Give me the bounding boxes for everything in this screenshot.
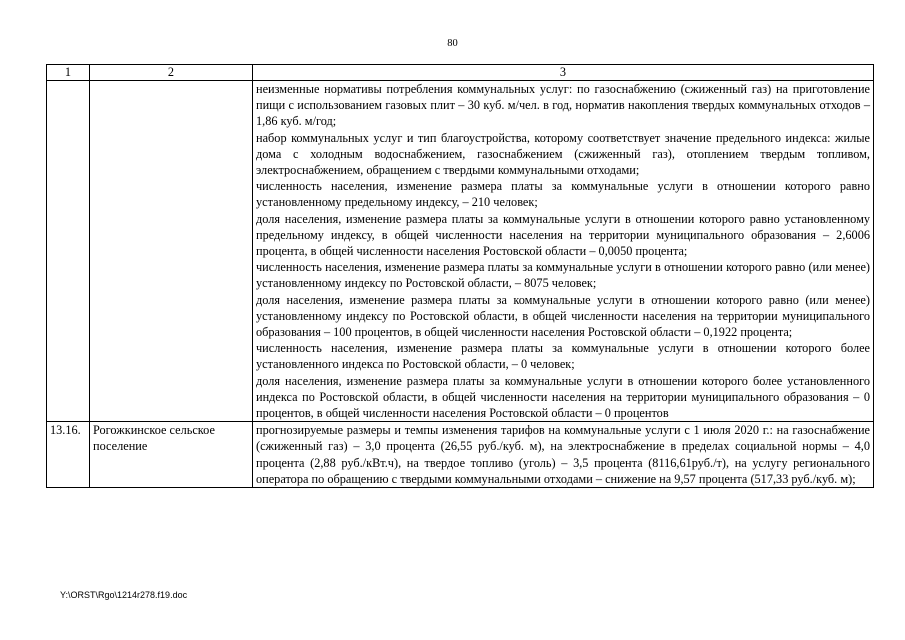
- settlement-name-cell: Рогожкинское сельское поселение: [90, 422, 253, 488]
- paragraph: численность населения, изменение размера платы за коммунальные услуги в отношении которого более установленного индекса по Ростовской области, – 0 человек;: [256, 341, 870, 372]
- paragraph: набор коммунальных услуг и тип благоустройства, которому соответствует значение предельного индекса: жилые дома с холодным водоснабжением, газоснабжением (сжиженный газ), отоплением твердым топливом, электроснабжением, обращением с твердыми коммунальными отходами;: [256, 130, 870, 178]
- paragraph: неизменные нормативы потребления коммунальных услуг: по газоснабжению (сжиженный газ) на приготовление пищи с использованием газовых плит – 30 куб. м/чел. в год, норматив накопления твердых коммунальных отходов – 1,86 куб. м/год;: [256, 82, 870, 129]
- row-number-cell: 13.16.: [47, 422, 90, 488]
- settlement-name-cell: [90, 81, 253, 422]
- table-row: [47, 81, 874, 422]
- description-cell: [253, 422, 874, 488]
- row-number-cell: [47, 81, 90, 422]
- column-header-2: 2: [90, 65, 253, 81]
- tariff-table: [46, 64, 874, 488]
- table-row: [47, 422, 874, 488]
- column-header-1: 1: [47, 65, 90, 81]
- table-header-row: [47, 65, 874, 81]
- page-number: 80: [447, 38, 458, 49]
- paragraph: численность населения, изменение размера платы за коммунальные услуги в отношении которого равно (или менее) установленному индексу по Ростовской области, – 8075 человек;: [256, 260, 870, 291]
- paragraph: численность населения, изменение размера платы за коммунальные услуги в отношении которого равно установленному предельному индексу, – 210 человек;: [256, 179, 870, 210]
- file-path-footer: Y:\ORST\Rgo\1214r278.f19.doc: [60, 590, 188, 600]
- description-cell: [253, 81, 874, 422]
- paragraph: доля населения, изменение размера платы за коммунальные услуги в отношении которого равно (или менее) установленному индексу по Ростовской области, в общей численности населения на территории муниципального образования – 100 процентов, в общей численности населения Ростовской области – 0,1922 процента;: [256, 292, 870, 340]
- paragraph: доля населения, изменение размера платы за коммунальные услуги в отношении которого более установленного индекса по Ростовской области, в общей численности населения на территории муниципального образования – 0 процентов, в общей численности населения Ростовской области – 0 процентов: [256, 373, 870, 421]
- paragraph: доля населения, изменение размера платы за коммунальные услуги в отношении которого равно установленному предельному индексу, в общей численности населения на территории муниципального образования – 2,6006 процента, в общей численности населения Ростовской области – 0,0050 процента;: [256, 211, 870, 259]
- paragraph: прогнозируемые размеры и темпы изменения тарифов на коммунальные услуги с 1 июля 2020 г.: на газоснабжение (сжиженный газ) – 3,0 процента (26,55 руб./куб. м), на электроснабжение в пределах социальной нормы – 4,0 процента (2,88 руб./кВт.ч), на твердое топливо (уголь) – 3,5 процента (8116,61руб./т), на услугу регионального оператора по обращению с твердыми коммунальными отходами – снижение на 9,57 процента (517,33 руб./куб. м);: [256, 423, 870, 486]
- column-header-3: 3: [253, 65, 874, 81]
